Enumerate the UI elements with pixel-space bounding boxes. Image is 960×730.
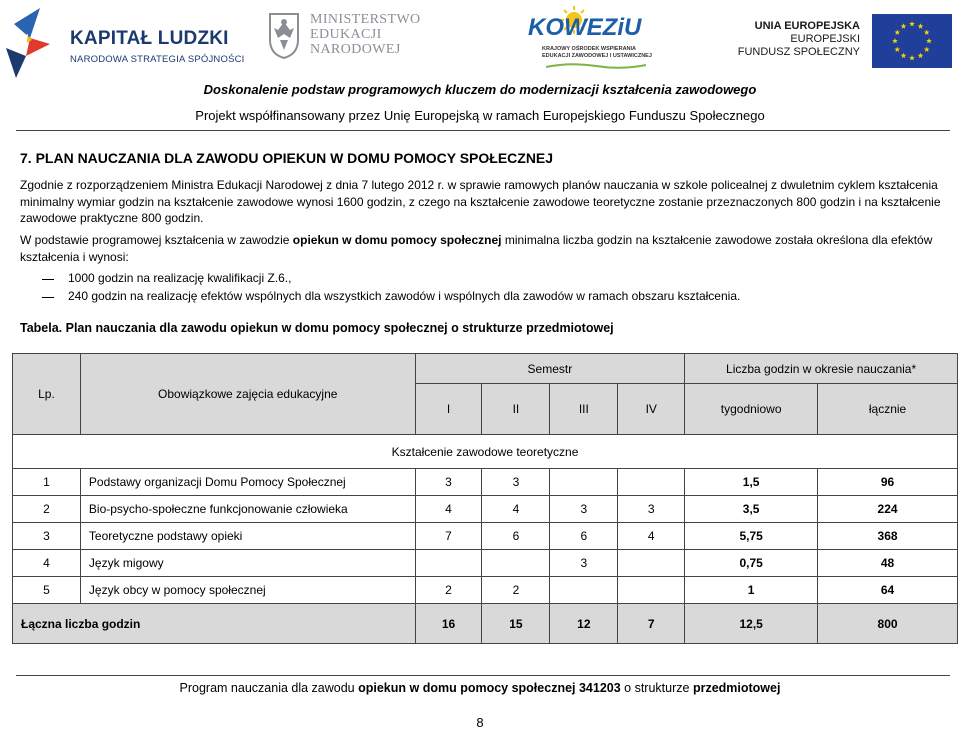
paragraph-text: W podstawie programowej kształcenia w zawodzie bbox=[20, 233, 293, 247]
cell-sem-1: 2 bbox=[415, 577, 482, 604]
cell-subject: Bio-psycho-społeczne funkcjonowanie człowieka bbox=[80, 496, 415, 523]
footer-text: Program nauczania dla zawodu bbox=[179, 681, 359, 695]
table-row bbox=[13, 496, 958, 523]
sum-sem-2: 15 bbox=[482, 604, 550, 644]
cell-sem-3: 3 bbox=[550, 550, 618, 577]
header-weekly: tygodniowo bbox=[685, 384, 818, 435]
cell-sem-3 bbox=[550, 577, 618, 604]
cell-subject: Język obcy w pomocy społecznej bbox=[80, 577, 415, 604]
cell-sem-3 bbox=[550, 469, 618, 496]
kapital-ludzki-title: KAPITAŁ LUDZKI bbox=[70, 28, 229, 49]
group-label: Kształcenie zawodowe teoretyczne bbox=[13, 435, 958, 469]
cell-sem-2: 2 bbox=[482, 577, 550, 604]
cell-subject: Podstawy organizacji Domu Pomocy Społecznej bbox=[80, 469, 415, 496]
dash-bullet bbox=[42, 279, 54, 280]
cell-weekly: 5,75 bbox=[685, 523, 818, 550]
koweziu-sub-line-2: EDUKACJI ZAWODOWEJ I USTAWICZNEJ bbox=[542, 53, 652, 59]
sum-sem-3: 12 bbox=[550, 604, 618, 644]
table-row bbox=[13, 523, 958, 550]
ministry-logo bbox=[266, 8, 436, 68]
header-sem-4: IV bbox=[618, 384, 685, 435]
project-title: Doskonalenie podstaw programowych kluczem do modernizacji kształcenia zawodowego bbox=[203, 82, 757, 97]
cell-sem-4: 4 bbox=[618, 523, 685, 550]
cell-total: 224 bbox=[818, 496, 958, 523]
cell-weekly: 0,75 bbox=[685, 550, 818, 577]
table-caption: Tabela. Plan nauczania dla zawodu opiekun w domu pomocy społecznej o strukturze przedmiotowej bbox=[20, 321, 614, 335]
sum-total: 800 bbox=[818, 604, 958, 644]
cell-sem-1 bbox=[415, 550, 482, 577]
cell-sem-1: 4 bbox=[415, 496, 482, 523]
page-footer bbox=[0, 681, 960, 695]
sum-sem-1: 16 bbox=[415, 604, 482, 644]
footer-structure: przedmiotowej bbox=[692, 681, 781, 695]
cell-sem-3: 6 bbox=[550, 523, 618, 550]
cell-sem-2: 6 bbox=[482, 523, 550, 550]
cell-sem-1: 7 bbox=[415, 523, 482, 550]
cell-lp: 2 bbox=[13, 496, 81, 523]
header-semester: Semestr bbox=[415, 354, 685, 384]
cell-total: 48 bbox=[818, 550, 958, 577]
list-item-text: 240 godzin na realizację efektów wspólnych dla wszystkich zawodów i wspólnych dla zawodów w ramach obszaru kształcenia. bbox=[68, 289, 741, 303]
sum-sem-4: 7 bbox=[618, 604, 685, 644]
cell-lp: 1 bbox=[13, 469, 81, 496]
cell-lp: 4 bbox=[13, 550, 81, 577]
ministry-name bbox=[310, 12, 421, 57]
header-lp: Lp. bbox=[13, 354, 81, 435]
page-number: 8 bbox=[476, 715, 484, 730]
koweziu-sub-line-1: KRAJOWY OŚRODEK WSPIERANIA bbox=[542, 46, 637, 52]
cell-subject: Teoretyczne podstawy opieki bbox=[80, 523, 415, 550]
koweziu-title: KOWEZiU bbox=[528, 14, 642, 41]
table-row bbox=[13, 577, 958, 604]
eu-line-2: EUROPEJSKI bbox=[790, 33, 860, 45]
table-row bbox=[13, 469, 958, 496]
cell-sem-2 bbox=[482, 550, 550, 577]
header-hours: Liczba godzin w okresie nauczania* bbox=[685, 354, 958, 384]
paragraph-core-curriculum bbox=[20, 232, 952, 265]
kapital-ludzki-logo bbox=[6, 4, 246, 78]
eu-logo bbox=[737, 10, 952, 70]
header-divider bbox=[16, 130, 950, 131]
cell-lp: 5 bbox=[13, 577, 81, 604]
header-total: łącznie bbox=[818, 384, 958, 435]
cell-total: 368 bbox=[818, 523, 958, 550]
cell-sem-1: 3 bbox=[415, 469, 482, 496]
curriculum-table bbox=[12, 353, 958, 644]
section-title: 7. PLAN NAUCZANIA DLA ZAWODU OPIEKUN W DOMU POMOCY SPOŁECZNEJ bbox=[20, 150, 554, 166]
dash-bullet bbox=[42, 297, 54, 298]
sum-weekly: 12,5 bbox=[685, 604, 818, 644]
ministry-line-3: NARODOWEJ bbox=[310, 42, 401, 57]
koweziu-logo bbox=[526, 6, 656, 72]
footer-profession: opiekun w domu pomocy społecznej 341203 bbox=[358, 681, 621, 695]
cell-sem-2: 3 bbox=[482, 469, 550, 496]
cell-sem-4 bbox=[618, 469, 685, 496]
cell-lp: 3 bbox=[13, 523, 81, 550]
cell-sem-4 bbox=[618, 577, 685, 604]
header-sem-3: III bbox=[550, 384, 618, 435]
koweziu-subtitle bbox=[542, 46, 652, 60]
cell-weekly: 1 bbox=[685, 577, 818, 604]
header-subject: Obowiązkowe zajęcia edukacyjne bbox=[80, 354, 415, 435]
cell-sem-3: 3 bbox=[550, 496, 618, 523]
paragraph-text: minimalna liczba godzin na kształcenie zawodowe została określona dla efektów kształcenia i wynosi: bbox=[20, 233, 933, 264]
cell-total: 96 bbox=[818, 469, 958, 496]
list-item-text: 1000 godzin na realizację kwalifikacji Z.6., bbox=[68, 271, 292, 285]
profession-name: opiekun w domu pomocy społecznej bbox=[292, 233, 502, 247]
sum-row bbox=[13, 604, 958, 644]
ministry-line-1: MINISTERSTWO bbox=[310, 12, 421, 27]
eu-flag-icon bbox=[872, 14, 952, 68]
project-cofinancing: Projekt współfinansowany przez Unię Europejską w ramach Europejskiego Funduszu Społecznego bbox=[195, 108, 765, 123]
header-sem-1: I bbox=[415, 384, 482, 435]
cell-weekly: 1,5 bbox=[685, 469, 818, 496]
cell-sem-4 bbox=[618, 550, 685, 577]
kapital-ludzki-subtitle: NARODOWA STRATEGIA SPÓJNOŚCI bbox=[70, 54, 245, 65]
table-row bbox=[13, 550, 958, 577]
cell-total: 64 bbox=[818, 577, 958, 604]
cell-subject: Język migowy bbox=[80, 550, 415, 577]
cell-sem-4: 3 bbox=[618, 496, 685, 523]
cell-weekly: 3,5 bbox=[685, 496, 818, 523]
cell-sem-2: 4 bbox=[482, 496, 550, 523]
eu-line-1: UNIA EUROPEJSKA bbox=[754, 20, 860, 32]
ministry-line-2: EDUKACJI bbox=[310, 27, 382, 42]
eagle-emblem-icon bbox=[266, 10, 302, 60]
paragraph-regulation: Zgodnie z rozporządzeniem Ministra Edukacji Narodowej z dnia 7 lutego 2012 r. w sprawie ramowych planów nauczania w szkole policealnej z dwuletnim cyklem kształcenia minimalny wymiar godzin na kształcenie zawodowe wynosi 1600 godzin, z czego na kształcenie zawodowe teoretyczne zostanie przeznaczonych 800 godzin i na kształcenie zawodowe praktyczne 800 godzin. bbox=[20, 178, 941, 225]
koweziu-wave-icon bbox=[546, 62, 646, 70]
eu-text bbox=[738, 20, 860, 59]
eu-line-3: FUNDUSZ SPOŁECZNY bbox=[737, 46, 860, 58]
footer-text: o strukturze bbox=[620, 681, 693, 695]
footer-divider bbox=[16, 675, 950, 676]
kapital-ludzki-star-icon bbox=[6, 4, 56, 80]
header-logos bbox=[0, 0, 960, 80]
sum-label: Łączna liczba godzin bbox=[13, 604, 416, 644]
header-sem-2: II bbox=[482, 384, 550, 435]
